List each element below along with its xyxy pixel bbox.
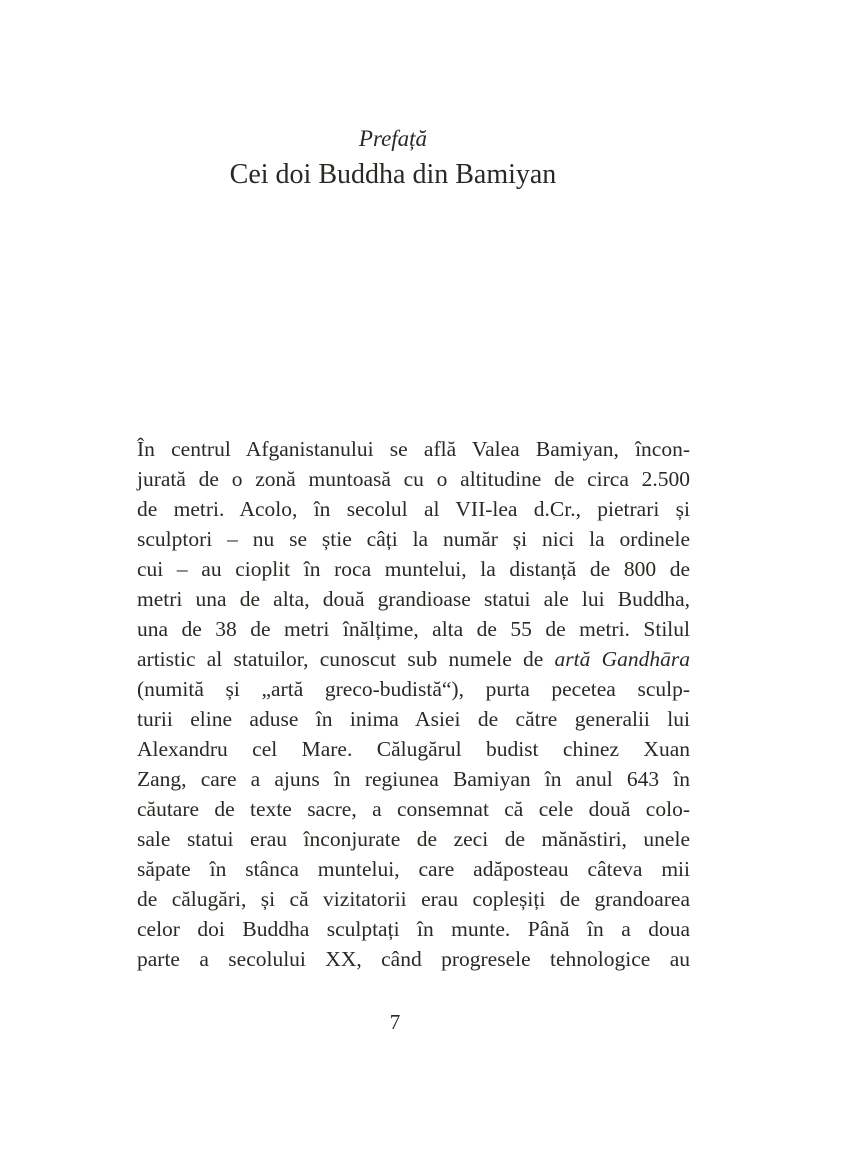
- body-line: [137, 734, 690, 764]
- chapter-title: Cei doi Buddha din Bamiyan: [229, 159, 557, 190]
- body-line: [137, 464, 690, 494]
- body-line: [137, 854, 690, 884]
- body-segment: În centrul Afganistanului se află Valea Bamiyan, încon-: [137, 437, 690, 461]
- body-segment: celor doi Buddha sculptați în munte. Până în a doua: [137, 917, 690, 941]
- body-line: [137, 614, 690, 644]
- body-line: [137, 944, 690, 974]
- body-segment: sale statui erau înconjurate de zeci de mănăstiri, unele: [137, 827, 690, 851]
- body-line: [137, 824, 690, 854]
- body-segment: una de 38 de metri înălțime, alta de 55 de metri. Stilul: [137, 617, 690, 641]
- body-segment: jurată de o zonă muntoasă cu o altitudine de circa 2.500: [137, 467, 690, 491]
- body-line: [137, 884, 690, 914]
- body-line: [137, 524, 690, 554]
- body-segment: căutare de texte sacre, a consemnat că cele două colo-: [137, 797, 690, 821]
- body-line: [137, 554, 690, 584]
- body-segment: turii eline aduse în inima Asiei de către generalii lui: [137, 707, 690, 731]
- body-segment: săpate în stânca muntelui, care adăposteau câteva mii: [137, 857, 690, 881]
- body-line: [137, 914, 690, 944]
- body-segment-italic: artă Gandhāra: [554, 647, 691, 671]
- page-number: 7: [389, 1010, 401, 1034]
- body-line: [137, 644, 690, 674]
- body-segment: de călugări, și că vizitatorii erau copleșiți de grandoarea: [137, 887, 690, 911]
- body-segment: artistic al statuilor, cunoscut sub numele de: [137, 647, 555, 671]
- body-line: [137, 704, 690, 734]
- body-line: [137, 794, 690, 824]
- body-segment: metri una de alta, două grandioase statui ale lui Buddha,: [137, 587, 690, 611]
- body-segment: Alexandru cel Mare. Călugărul budist chinez Xuan: [137, 737, 690, 761]
- body-segment: de metri. Acolo, în secolul al VII-lea d.Cr., pietrari și: [137, 497, 690, 521]
- body-line: [137, 434, 690, 464]
- body-segment: cui – au cioplit în roca muntelui, la distanță de 800 de: [137, 557, 690, 581]
- body-line: [137, 494, 690, 524]
- section-kicker: Prefață: [358, 126, 428, 151]
- body-segment: sculptori – nu se știe câți la număr și nici la ordinele: [137, 527, 690, 551]
- body-segment: Zang, care a ajuns în regiunea Bamiyan în anul 643 în: [137, 767, 690, 791]
- body-line: [137, 764, 690, 794]
- body-text: [137, 434, 690, 974]
- body-line: [137, 584, 690, 614]
- body-line: [137, 674, 690, 704]
- body-segment: parte a secolului XX, când progresele tehnologice au: [137, 947, 690, 971]
- body-segment: (numită și „artă greco-budistă“), purta pecetea sculp-: [137, 677, 690, 701]
